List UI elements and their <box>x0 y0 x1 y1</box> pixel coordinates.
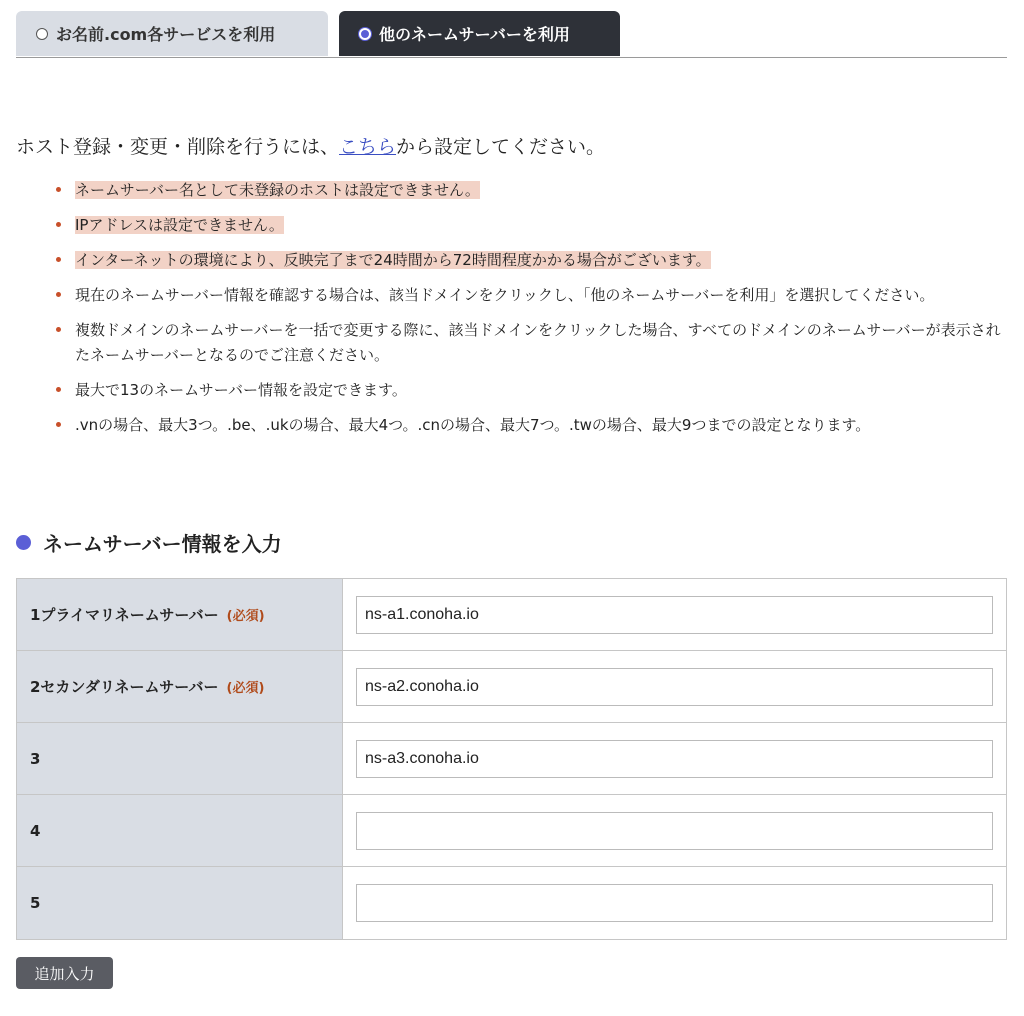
notes-list <box>56 178 1004 448</box>
table-row <box>17 579 1006 651</box>
list-item: インターネットの環境により、反映完了まで24時間から72時間程度かかる場合がございます。 <box>56 248 1004 273</box>
intro-after: から設定してください。 <box>396 136 606 158</box>
tab-label: お名前.com各サービスを利用 <box>56 25 276 44</box>
required-badge: (必須) <box>226 681 265 696</box>
list-item: .vnの場合、最大3つ。.be、.ukの場合、最大4つ。.cnの場合、最大7つ。.twの場合、最大9つまでの設定となります。 <box>56 413 1004 438</box>
add-input-button[interactable]: 追加入力 <box>16 957 113 989</box>
row-label: 3 <box>17 723 343 794</box>
list-item: IPアドレスは設定できません。 <box>56 213 1004 238</box>
row-label: 2セカンダリネームサーバー (必須) <box>17 651 343 722</box>
tab-label: 他のネームサーバーを利用 <box>379 25 570 44</box>
radio-unselected-icon <box>36 28 48 40</box>
intro-text <box>16 132 605 159</box>
nameserver-2-input[interactable] <box>356 668 993 706</box>
section-heading <box>16 528 282 557</box>
nameserver-5-input[interactable] <box>356 884 993 922</box>
host-settings-link[interactable]: こちら <box>339 136 397 158</box>
section-title: ネームサーバー情報を入力 <box>43 532 282 556</box>
table-row <box>17 795 1006 867</box>
row-label: 4 <box>17 795 343 866</box>
row-label: 5 <box>17 867 343 939</box>
nameserver-3-input[interactable] <box>356 740 993 778</box>
nameserver-1-input[interactable] <box>356 596 993 634</box>
list-item: 複数ドメインのネームサーバーを一括で変更する際に、該当ドメインをクリックした場合、すべてのドメインのネームサーバーが表示されたネームサーバーとなるのでご注意ください。 <box>56 318 1004 368</box>
nameserver-tabs <box>16 11 1007 58</box>
tab-onamae-services[interactable] <box>16 11 328 56</box>
intro-before: ホスト登録・変更・削除を行うには、 <box>16 136 340 158</box>
radio-selected-icon <box>359 28 371 40</box>
list-item: 最大で13のネームサーバー情報を設定できます。 <box>56 378 1004 403</box>
bullet-dot-icon <box>16 535 31 550</box>
list-item: ネームサーバー名として未登録のホストは設定できません。 <box>56 178 1004 203</box>
required-badge: (必須) <box>226 609 265 624</box>
table-row <box>17 723 1006 795</box>
table-row <box>17 867 1006 939</box>
table-row <box>17 651 1006 723</box>
list-item: 現在のネームサーバー情報を確認する場合は、該当ドメインをクリックし、「他のネームサーバーを利用」を選択してください。 <box>56 283 1004 308</box>
nameserver-4-input[interactable] <box>356 812 993 850</box>
row-label: 1プライマリネームサーバー (必須) <box>17 579 343 650</box>
nameserver-table <box>16 578 1007 940</box>
tab-other-nameservers[interactable] <box>339 11 620 56</box>
